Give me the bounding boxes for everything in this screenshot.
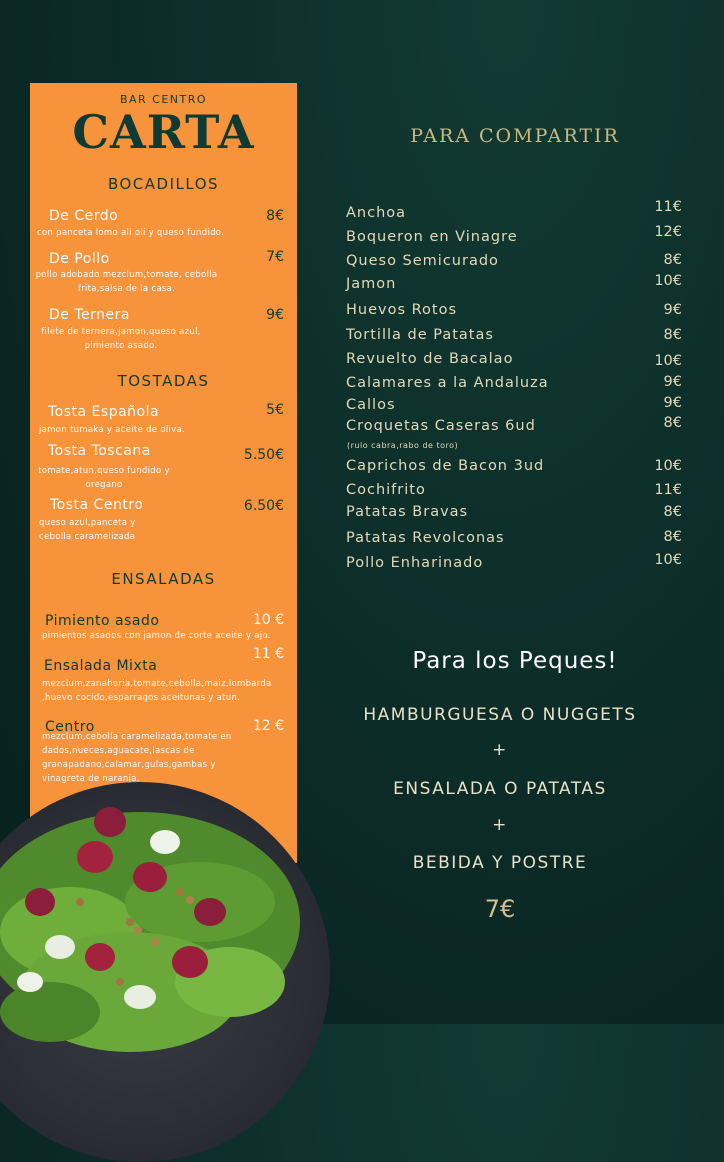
item-name: De Pollo	[49, 251, 110, 267]
item-price: 10 €	[252, 612, 284, 628]
item-price: 6.50€	[243, 498, 284, 514]
item-name: De Cerdo	[49, 208, 119, 224]
item-name: De Ternera	[49, 307, 130, 323]
item-price: 10€	[654, 353, 682, 369]
item-name: Boqueron en Vinagre	[346, 229, 518, 245]
item-name: Tortilla de Patatas	[346, 327, 494, 343]
item-price: 8€	[663, 415, 682, 431]
item-name: Tosta Centro	[50, 497, 144, 513]
item-price: 8€	[663, 327, 682, 343]
item-name: Centro	[45, 719, 95, 735]
item-description: mezclum,zanahoria,tomate,cebolla,maiz,lombarda ,huevo cocido,esparragos aceitunas y atun.	[42, 679, 272, 703]
item-name: Huevos Rotos	[346, 302, 458, 318]
item-description: tomate,atun,queso fundido y oregano	[38, 466, 170, 490]
item-price: 5€	[266, 402, 284, 418]
item-note: (rulo cabra,rabo de toro)	[347, 441, 459, 450]
item-name: Patatas Revolconas	[346, 530, 505, 546]
item-price: 10€	[654, 273, 682, 289]
item-price: 11 €	[252, 646, 284, 662]
item-price: 11€	[654, 199, 682, 215]
item-name: Revuelto de Bacalao	[346, 351, 514, 367]
item-name: Pollo Enharinado	[346, 555, 484, 571]
kids-menu-line-main: HAMBURGUESA O NUGGETS	[363, 705, 637, 725]
item-name: Jamon	[346, 276, 397, 292]
item-name: Calamares a la Andaluza	[346, 375, 549, 391]
item-price: 12€	[654, 224, 682, 240]
item-description: con panceta lomo ali oli y queso fundido.	[37, 228, 225, 238]
item-price: 8€	[266, 208, 284, 224]
item-description: pimientos asados con jamon de corte aceite y ajo.	[42, 631, 271, 641]
item-price: 7€	[266, 249, 284, 265]
kids-menu-line-drink: BEBIDA Y POSTRE	[412, 853, 588, 873]
item-description: queso azul,panceta y cebolla caramelizada	[39, 518, 136, 542]
item-name: Callos	[346, 397, 396, 413]
section-heading-tostadas: TOSTADAS	[117, 372, 210, 390]
item-name: Patatas Bravas	[346, 504, 469, 520]
item-name: Croquetas Caseras 6ud	[346, 418, 536, 434]
item-price: 12 €	[252, 718, 284, 734]
bar-name: BAR CENTRO	[119, 93, 208, 106]
item-name: Tosta Española	[48, 404, 160, 420]
item-description: jamon tumaka y aceite de oliva.	[39, 425, 185, 435]
kids-menu-price: 7€	[484, 895, 516, 923]
kids-menu-plus: +	[492, 740, 508, 760]
item-price: 8€	[663, 529, 682, 545]
kids-menu-title: Para los Peques!	[412, 648, 618, 674]
item-price: 9€	[266, 307, 284, 323]
item-name: Ensalada Mixta	[44, 658, 158, 674]
item-price: 10€	[654, 552, 682, 568]
item-price: 9€	[663, 395, 682, 411]
item-name: Cochifrito	[346, 482, 426, 498]
section-heading-ensaladas: ENSALADAS	[111, 570, 216, 588]
item-price: 8€	[663, 504, 682, 520]
carta-panel	[30, 83, 297, 863]
item-price: 9€	[663, 374, 682, 390]
item-name: Caprichos de Bacon 3ud	[346, 458, 545, 474]
item-name: Anchoa	[346, 205, 407, 221]
item-price: 8€	[663, 252, 682, 268]
item-description: mezclum,cebolla caramelizada,tomate en dados,nueces,aguacate,lascas de granapadano,calamar,gulas,gambas y vinagreta de naranja.	[42, 732, 232, 784]
kids-menu-plus: +	[492, 815, 508, 835]
item-name: Queso Semicurado	[346, 253, 499, 269]
item-name: Tosta Toscana	[48, 443, 151, 459]
section-heading-para-compartir: PARA COMPARTIR	[410, 125, 620, 147]
section-heading-bocadillos: BOCADILLOS	[107, 175, 220, 193]
kids-menu-line-side: ENSALADA O PATATAS	[393, 779, 607, 799]
item-description: filete de ternera,jamon,queso azul, pimiento asado.	[41, 327, 201, 351]
item-description: pollo adobado mezclum,tomate, cebolla frita,salsa de la casa.	[35, 270, 218, 294]
item-price: 5.50€	[243, 447, 284, 463]
item-price: 11€	[654, 482, 682, 498]
item-price: 9€	[663, 302, 682, 318]
menu-title: CARTA	[72, 105, 255, 159]
item-name: Pimiento asado	[45, 613, 160, 629]
item-price: 10€	[654, 458, 682, 474]
